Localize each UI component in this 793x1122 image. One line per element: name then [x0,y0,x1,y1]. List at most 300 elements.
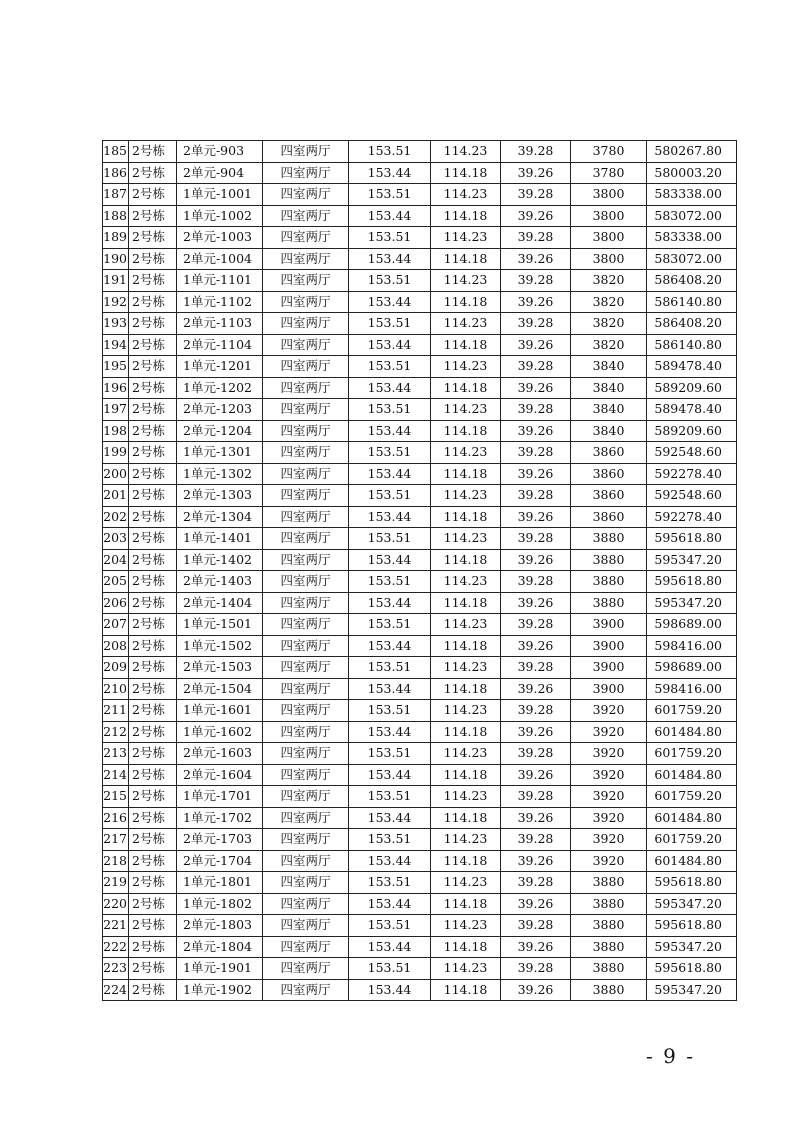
seq-cell: 216 [103,807,129,829]
shared-area-cell: 39.28 [501,915,571,937]
unit-price-cell: 3800 [571,184,647,206]
seq-cell: 210 [103,678,129,700]
unit-room-cell: 1单元-1601 [177,700,263,722]
unit-room-cell: 2单元-1103 [177,313,263,335]
seq-cell: 200 [103,463,129,485]
unit-room-cell: 1单元-1501 [177,614,263,636]
unit-price-cell: 3920 [571,743,647,765]
unit-room-cell: 2单元-1604 [177,764,263,786]
unit-price-cell: 3920 [571,829,647,851]
unit-room-cell: 1单元-1802 [177,893,263,915]
table-row [103,291,737,313]
building-area-cell: 153.44 [349,893,431,915]
table-row [103,420,737,442]
table-row [103,700,737,722]
inner-area-cell: 114.23 [431,184,501,206]
inner-area-cell: 114.18 [431,936,501,958]
shared-area-cell: 39.28 [501,270,571,292]
building-cell: 2号栋 [129,850,177,872]
shared-area-cell: 39.26 [501,506,571,528]
layout-cell: 四室两厅 [263,184,349,206]
shared-area-cell: 39.26 [501,807,571,829]
seq-cell: 193 [103,313,129,335]
table-row [103,721,737,743]
seq-cell: 213 [103,743,129,765]
inner-area-cell: 114.18 [431,248,501,270]
layout-cell: 四室两厅 [263,313,349,335]
building-cell: 2号栋 [129,635,177,657]
shared-area-cell: 39.28 [501,399,571,421]
building-cell: 2号栋 [129,678,177,700]
inner-area-cell: 114.23 [431,485,501,507]
inner-area-cell: 114.18 [431,506,501,528]
building-cell: 2号栋 [129,334,177,356]
unit-price-cell: 3780 [571,141,647,163]
seq-cell: 215 [103,786,129,808]
total-price-cell: 601759.20 [647,786,737,808]
total-price-cell: 598416.00 [647,635,737,657]
unit-room-cell: 1单元-1502 [177,635,263,657]
unit-price-cell: 3780 [571,162,647,184]
unit-room-cell: 1单元-1401 [177,528,263,550]
building-cell: 2号栋 [129,764,177,786]
inner-area-cell: 114.23 [431,743,501,765]
total-price-cell: 595618.80 [647,528,737,550]
building-area-cell: 153.44 [349,807,431,829]
unit-price-cell: 3860 [571,442,647,464]
unit-price-cell: 3820 [571,291,647,313]
shared-area-cell: 39.26 [501,420,571,442]
inner-area-cell: 114.23 [431,141,501,163]
total-price-cell: 598689.00 [647,614,737,636]
total-price-cell: 589209.60 [647,377,737,399]
table-row [103,958,737,980]
seq-cell: 206 [103,592,129,614]
unit-room-cell: 2单元-1204 [177,420,263,442]
total-price-cell: 592548.60 [647,485,737,507]
total-price-cell: 595618.80 [647,915,737,937]
unit-price-cell: 3800 [571,205,647,227]
unit-price-cell: 3840 [571,377,647,399]
shared-area-cell: 39.26 [501,979,571,1001]
shared-area-cell: 39.26 [501,850,571,872]
table-row [103,915,737,937]
inner-area-cell: 114.18 [431,807,501,829]
unit-price-cell: 3900 [571,635,647,657]
seq-cell: 219 [103,872,129,894]
layout-cell: 四室两厅 [263,334,349,356]
shared-area-cell: 39.28 [501,743,571,765]
unit-room-cell: 2单元-904 [177,162,263,184]
shared-area-cell: 39.28 [501,442,571,464]
layout-cell: 四室两厅 [263,657,349,679]
unit-price-cell: 3860 [571,463,647,485]
building-area-cell: 153.51 [349,872,431,894]
layout-cell: 四室两厅 [263,549,349,571]
layout-cell: 四室两厅 [263,399,349,421]
seq-cell: 218 [103,850,129,872]
shared-area-cell: 39.26 [501,936,571,958]
inner-area-cell: 114.23 [431,528,501,550]
inner-area-cell: 114.23 [431,313,501,335]
unit-price-cell: 3920 [571,807,647,829]
shared-area-cell: 39.28 [501,485,571,507]
building-cell: 2号栋 [129,463,177,485]
seq-cell: 217 [103,829,129,851]
building-cell: 2号栋 [129,700,177,722]
total-price-cell: 601759.20 [647,829,737,851]
building-cell: 2号栋 [129,291,177,313]
seq-cell: 211 [103,700,129,722]
shared-area-cell: 39.28 [501,657,571,679]
building-cell: 2号栋 [129,571,177,593]
total-price-cell: 595347.20 [647,592,737,614]
layout-cell: 四室两厅 [263,528,349,550]
building-cell: 2号栋 [129,356,177,378]
unit-room-cell: 2单元-1603 [177,743,263,765]
building-area-cell: 153.44 [349,506,431,528]
building-area-cell: 153.44 [349,205,431,227]
layout-cell: 四室两厅 [263,807,349,829]
unit-room-cell: 2单元-903 [177,141,263,163]
total-price-cell: 595347.20 [647,979,737,1001]
building-cell: 2号栋 [129,506,177,528]
unit-room-cell: 1单元-1202 [177,377,263,399]
unit-price-cell: 3820 [571,270,647,292]
building-cell: 2号栋 [129,743,177,765]
table-row [103,334,737,356]
unit-room-cell: 2单元-1004 [177,248,263,270]
building-cell: 2号栋 [129,592,177,614]
unit-room-cell: 2单元-1504 [177,678,263,700]
seq-cell: 188 [103,205,129,227]
layout-cell: 四室两厅 [263,786,349,808]
building-cell: 2号栋 [129,377,177,399]
building-area-cell: 153.51 [349,829,431,851]
table-row [103,528,737,550]
unit-room-cell: 2单元-1303 [177,485,263,507]
building-area-cell: 153.51 [349,915,431,937]
building-area-cell: 153.44 [349,979,431,1001]
shared-area-cell: 39.28 [501,872,571,894]
layout-cell: 四室两厅 [263,442,349,464]
total-price-cell: 601759.20 [647,700,737,722]
layout-cell: 四室两厅 [263,721,349,743]
total-price-cell: 601484.80 [647,764,737,786]
unit-room-cell: 1单元-1201 [177,356,263,378]
building-cell: 2号栋 [129,485,177,507]
building-cell: 2号栋 [129,721,177,743]
shared-area-cell: 39.26 [501,463,571,485]
unit-price-cell: 3840 [571,356,647,378]
table-row [103,592,737,614]
inner-area-cell: 114.18 [431,979,501,1001]
building-area-cell: 153.51 [349,571,431,593]
total-price-cell: 583072.00 [647,248,737,270]
building-area-cell: 153.44 [349,291,431,313]
building-area-cell: 153.51 [349,184,431,206]
table-row [103,893,737,915]
shared-area-cell: 39.28 [501,786,571,808]
inner-area-cell: 114.18 [431,893,501,915]
shared-area-cell: 39.26 [501,678,571,700]
total-price-cell: 586140.80 [647,334,737,356]
unit-price-cell: 3880 [571,915,647,937]
unit-room-cell: 2单元-1704 [177,850,263,872]
layout-cell: 四室两厅 [263,205,349,227]
layout-cell: 四室两厅 [263,979,349,1001]
building-area-cell: 153.44 [349,850,431,872]
layout-cell: 四室两厅 [263,850,349,872]
table-row [103,764,737,786]
inner-area-cell: 114.18 [431,334,501,356]
inner-area-cell: 114.18 [431,377,501,399]
total-price-cell: 586408.20 [647,270,737,292]
building-area-cell: 153.51 [349,700,431,722]
unit-price-cell: 3880 [571,958,647,980]
table-row [103,549,737,571]
building-cell: 2号栋 [129,442,177,464]
building-cell: 2号栋 [129,979,177,1001]
total-price-cell: 580003.20 [647,162,737,184]
building-area-cell: 153.44 [349,463,431,485]
seq-cell: 202 [103,506,129,528]
building-area-cell: 153.51 [349,657,431,679]
table-row [103,979,737,1001]
shared-area-cell: 39.26 [501,592,571,614]
total-price-cell: 583338.00 [647,227,737,249]
table-row [103,872,737,894]
seq-cell: 205 [103,571,129,593]
building-cell: 2号栋 [129,657,177,679]
total-price-cell: 592278.40 [647,463,737,485]
seq-cell: 222 [103,936,129,958]
unit-room-cell: 2单元-1403 [177,571,263,593]
unit-price-cell: 3920 [571,721,647,743]
housing-price-table [102,140,737,1001]
building-area-cell: 153.44 [349,678,431,700]
building-cell: 2号栋 [129,248,177,270]
layout-cell: 四室两厅 [263,420,349,442]
unit-room-cell: 2单元-1003 [177,227,263,249]
unit-price-cell: 3900 [571,678,647,700]
unit-room-cell: 1单元-1301 [177,442,263,464]
building-cell: 2号栋 [129,313,177,335]
unit-price-cell: 3820 [571,334,647,356]
inner-area-cell: 114.23 [431,270,501,292]
table-row [103,506,737,528]
unit-room-cell: 1单元-1001 [177,184,263,206]
table-row [103,829,737,851]
table-row [103,184,737,206]
seq-cell: 189 [103,227,129,249]
building-area-cell: 153.44 [349,377,431,399]
inner-area-cell: 114.23 [431,399,501,421]
seq-cell: 194 [103,334,129,356]
building-area-cell: 153.44 [349,162,431,184]
seq-cell: 212 [103,721,129,743]
unit-price-cell: 3920 [571,700,647,722]
unit-price-cell: 3920 [571,850,647,872]
shared-area-cell: 39.26 [501,291,571,313]
total-price-cell: 583072.00 [647,205,737,227]
layout-cell: 四室两厅 [263,893,349,915]
unit-price-cell: 3900 [571,614,647,636]
unit-room-cell: 2单元-1703 [177,829,263,851]
layout-cell: 四室两厅 [263,227,349,249]
unit-room-cell: 2单元-1404 [177,592,263,614]
building-area-cell: 153.51 [349,485,431,507]
seq-cell: 201 [103,485,129,507]
inner-area-cell: 114.23 [431,227,501,249]
building-area-cell: 153.44 [349,635,431,657]
table-row [103,807,737,829]
table-row [103,936,737,958]
layout-cell: 四室两厅 [263,764,349,786]
layout-cell: 四室两厅 [263,485,349,507]
layout-cell: 四室两厅 [263,958,349,980]
inner-area-cell: 114.23 [431,571,501,593]
seq-cell: 204 [103,549,129,571]
unit-room-cell: 1单元-1602 [177,721,263,743]
total-price-cell: 595618.80 [647,958,737,980]
building-cell: 2号栋 [129,205,177,227]
table-row [103,399,737,421]
inner-area-cell: 114.18 [431,850,501,872]
total-price-cell: 595618.80 [647,872,737,894]
layout-cell: 四室两厅 [263,377,349,399]
seq-cell: 223 [103,958,129,980]
inner-area-cell: 114.23 [431,915,501,937]
building-cell: 2号栋 [129,549,177,571]
table-row [103,678,737,700]
layout-cell: 四室两厅 [263,915,349,937]
total-price-cell: 592548.60 [647,442,737,464]
unit-price-cell: 3880 [571,528,647,550]
seq-cell: 191 [103,270,129,292]
table-row [103,205,737,227]
layout-cell: 四室两厅 [263,356,349,378]
total-price-cell: 586140.80 [647,291,737,313]
layout-cell: 四室两厅 [263,141,349,163]
shared-area-cell: 39.26 [501,635,571,657]
total-price-cell: 586408.20 [647,313,737,335]
inner-area-cell: 114.23 [431,356,501,378]
building-area-cell: 153.51 [349,141,431,163]
unit-price-cell: 3900 [571,657,647,679]
seq-cell: 221 [103,915,129,937]
inner-area-cell: 114.18 [431,205,501,227]
layout-cell: 四室两厅 [263,635,349,657]
layout-cell: 四室两厅 [263,614,349,636]
unit-room-cell: 1单元-1902 [177,979,263,1001]
layout-cell: 四室两厅 [263,936,349,958]
inner-area-cell: 114.23 [431,614,501,636]
inner-area-cell: 114.23 [431,786,501,808]
building-cell: 2号栋 [129,807,177,829]
building-cell: 2号栋 [129,141,177,163]
layout-cell: 四室两厅 [263,463,349,485]
building-cell: 2号栋 [129,227,177,249]
building-area-cell: 153.51 [349,399,431,421]
shared-area-cell: 39.26 [501,248,571,270]
seq-cell: 220 [103,893,129,915]
seq-cell: 209 [103,657,129,679]
unit-room-cell: 1单元-1302 [177,463,263,485]
unit-room-cell: 2单元-1203 [177,399,263,421]
unit-price-cell: 3800 [571,248,647,270]
inner-area-cell: 114.18 [431,678,501,700]
unit-room-cell: 1单元-1002 [177,205,263,227]
shared-area-cell: 39.26 [501,549,571,571]
building-area-cell: 153.51 [349,356,431,378]
building-area-cell: 153.51 [349,528,431,550]
seq-cell: 196 [103,377,129,399]
table-row [103,377,737,399]
unit-price-cell: 3880 [571,893,647,915]
unit-room-cell: 1单元-1702 [177,807,263,829]
table-row [103,141,737,163]
building-area-cell: 153.44 [349,764,431,786]
layout-cell: 四室两厅 [263,872,349,894]
unit-room-cell: 1单元-1101 [177,270,263,292]
layout-cell: 四室两厅 [263,270,349,292]
shared-area-cell: 39.28 [501,700,571,722]
inner-area-cell: 114.18 [431,291,501,313]
shared-area-cell: 39.28 [501,571,571,593]
inner-area-cell: 114.18 [431,162,501,184]
shared-area-cell: 39.28 [501,528,571,550]
unit-price-cell: 3840 [571,420,647,442]
unit-price-cell: 3800 [571,227,647,249]
unit-room-cell: 1单元-1102 [177,291,263,313]
shared-area-cell: 39.26 [501,162,571,184]
unit-room-cell: 2单元-1803 [177,915,263,937]
inner-area-cell: 114.18 [431,764,501,786]
shared-area-cell: 39.28 [501,184,571,206]
shared-area-cell: 39.28 [501,829,571,851]
total-price-cell: 589209.60 [647,420,737,442]
unit-price-cell: 3880 [571,549,647,571]
shared-area-cell: 39.28 [501,227,571,249]
seq-cell: 207 [103,614,129,636]
total-price-cell: 580267.80 [647,141,737,163]
seq-cell: 192 [103,291,129,313]
table-row [103,657,737,679]
building-area-cell: 153.51 [349,743,431,765]
layout-cell: 四室两厅 [263,506,349,528]
inner-area-cell: 114.18 [431,549,501,571]
shared-area-cell: 39.26 [501,377,571,399]
inner-area-cell: 114.23 [431,958,501,980]
shared-area-cell: 39.26 [501,893,571,915]
building-cell: 2号栋 [129,420,177,442]
total-price-cell: 595618.80 [647,571,737,593]
unit-room-cell: 2单元-1503 [177,657,263,679]
shared-area-cell: 39.28 [501,313,571,335]
seq-cell: 195 [103,356,129,378]
table-row [103,270,737,292]
layout-cell: 四室两厅 [263,829,349,851]
building-area-cell: 153.44 [349,420,431,442]
building-area-cell: 153.51 [349,313,431,335]
seq-cell: 199 [103,442,129,464]
table-row [103,614,737,636]
total-price-cell: 592278.40 [647,506,737,528]
seq-cell: 186 [103,162,129,184]
building-cell: 2号栋 [129,614,177,636]
table-row [103,743,737,765]
